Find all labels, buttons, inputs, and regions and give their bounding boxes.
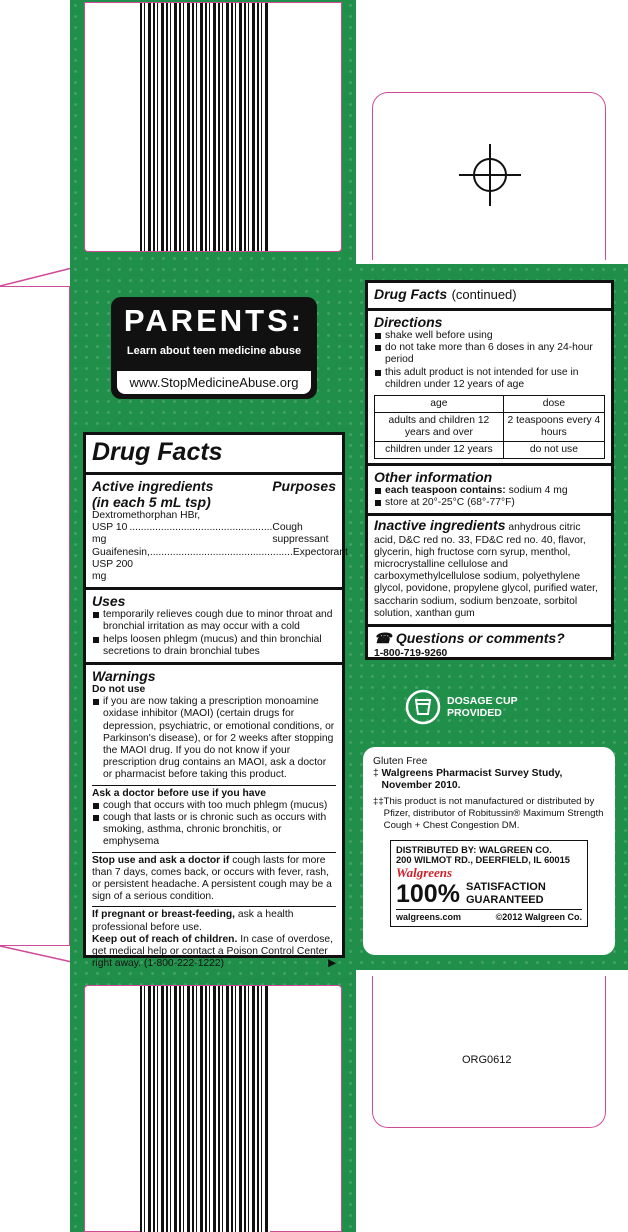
ingredient-name: USP 10 mg xyxy=(92,522,128,546)
guarantee-row xyxy=(396,881,582,910)
barcode-bottom xyxy=(140,986,270,1232)
barcode-top xyxy=(140,3,270,251)
dot-leader: .................................................. xyxy=(149,546,293,558)
directions-section xyxy=(368,311,611,466)
list-item: shake well before using xyxy=(374,330,605,342)
inactive-text: anhydrous citric acid, D&C red no. 33, FD&C red no. 40, flavor, glycerin, high fructose corn syrup, menthol, microcrystalline cellulose and carboxymethylcellulose sodium, polyethylene glycol, povidone, propylene glycol, purified water, saccharin sodium, sodium benzoate, sorbitol solution, xanthan gum xyxy=(374,522,598,619)
ingredient-name: Guaifenesin, USP 200 mg xyxy=(92,546,150,583)
pregnant-block xyxy=(92,906,336,933)
footnote-mark: ‡ xyxy=(373,768,379,780)
drug-facts-title: Drug Facts xyxy=(92,438,223,466)
keep-out-block xyxy=(92,934,336,971)
distributor-box xyxy=(390,840,588,927)
guaranteed-label: GUARANTEED xyxy=(465,894,544,907)
uses-heading: Uses xyxy=(92,593,126,610)
table-cell: do not use xyxy=(503,442,604,459)
dosage-cup-icon xyxy=(405,689,441,725)
ingredient-row xyxy=(92,522,336,546)
ingredient-row xyxy=(92,546,348,584)
gluten-free-label: Gluten Free xyxy=(373,756,428,767)
continued-header xyxy=(368,283,611,311)
inactive-heading: Inactive ingredients xyxy=(374,517,506,534)
phone-number[interactable]: 1-800-719-9260 xyxy=(374,648,448,660)
drug-facts-header xyxy=(86,435,342,475)
other-info-heading: Other information xyxy=(374,469,493,486)
list-item: cough that occurs with too much phlegm (mucus) xyxy=(92,800,336,812)
list-item: store at 20°-25°C (68°-77°F) xyxy=(374,497,605,509)
website-row xyxy=(396,912,582,922)
parents-title: PARENTS: xyxy=(123,303,305,338)
bottom-tuck-flap xyxy=(372,976,606,1128)
dose-table xyxy=(374,395,605,459)
other-info-bold: each teaspoon contains: xyxy=(385,485,506,497)
list-item: this adult product is not intended for use in children under 12 years of age xyxy=(374,367,605,391)
copyright: ©2012 Walgreen Co. xyxy=(495,912,582,923)
table-header: age xyxy=(375,396,504,413)
pregnant-bold: If pregnant or breast-feeding, xyxy=(92,909,236,921)
glue-flap-edges xyxy=(0,262,74,972)
list-item: do not take more than 6 doses in any 24-hour period xyxy=(374,342,605,366)
ingredient-purpose: Expectorant xyxy=(292,546,348,558)
distributor-address: 200 WILMOT RD., DEERFIELD, IL 60015 xyxy=(396,855,570,866)
parents-subtitle: Learn about teen medicine abuse xyxy=(126,345,302,357)
list-item: cough that lasts or is chronic such as occurs with smoking, asthma, chronic bronchitis, or emphysema xyxy=(92,812,336,852)
keep-out-bold: Keep out of reach of children. xyxy=(92,933,238,945)
table-header: dose xyxy=(503,396,604,413)
dot-leader: .................................................. xyxy=(129,522,273,534)
table-row xyxy=(375,413,605,442)
footnote-text: This product is not manufactured or distributed by Pfizer, distributor of Robitussin® Maximum Strength Cough + Chest Congestion DM. xyxy=(383,795,604,832)
ask-doctor-block xyxy=(92,785,336,852)
stop-use-text: cough lasts for more than 7 days, comes back, or occurs with fever, rash, or persistent headache. A persistent cough may be a sign of a serious condition. xyxy=(92,854,332,903)
table-cell: children under 12 years xyxy=(375,442,504,459)
stop-use-block xyxy=(92,852,336,907)
list-item: helps loosen phlegm (mucus) and thin bronchial secretions to drain bronchial tubes xyxy=(92,634,336,658)
ingredient-line: Dextromethorphan HBr, xyxy=(92,510,201,521)
continued-suffix: (continued) xyxy=(451,287,517,302)
continue-arrow-icon: ▶ xyxy=(328,958,336,970)
drug-facts-panel xyxy=(83,432,348,970)
footnote-mark: ‡‡ xyxy=(373,795,384,807)
stop-use-bold: Stop use and ask a doctor if xyxy=(92,854,230,866)
active-ingredients-section xyxy=(86,475,348,590)
dosage-cup-badge xyxy=(405,689,575,725)
footnote-1 xyxy=(373,768,605,792)
inactive-section xyxy=(368,516,611,627)
active-ingredients-heading: Active ingredients xyxy=(92,478,214,494)
inactive-block xyxy=(374,519,605,620)
dosage-cup-label: DOSAGE CUP PROVIDED xyxy=(447,695,518,719)
active-ingredients-sub: (in each 5 mL tsp) xyxy=(92,494,211,510)
parents-url[interactable]: www.StopMedicineAbuse.org xyxy=(117,371,311,394)
questions-section xyxy=(368,627,611,663)
warnings-section xyxy=(86,665,342,974)
footnote-text: Walgreens Pharmacist Survey Study, November 2010. xyxy=(381,768,563,792)
hundred-percent: 100% xyxy=(396,880,460,909)
footnote-2 xyxy=(373,796,605,833)
questions-heading: Questions or comments? xyxy=(395,630,565,647)
table-cell: 2 teaspoons every 4 hours xyxy=(503,413,604,442)
ask-doctor-heading: Ask a doctor before use if you have xyxy=(92,787,266,799)
table-row xyxy=(375,396,605,413)
list-item xyxy=(374,485,605,497)
registration-mark-icon xyxy=(455,140,525,210)
ingredient-purpose: Cough suppressant xyxy=(272,522,329,546)
phone-icon: ☎ xyxy=(374,630,392,647)
guarantee-text xyxy=(466,881,546,907)
list-item: temporarily relieves cough due to minor throat and bronchial irritation as may occur with a cold xyxy=(92,609,336,633)
questions-row xyxy=(374,630,605,648)
distributed-by: DISTRIBUTED BY: WALGREEN CO. xyxy=(396,845,552,856)
continued-title: Drug Facts xyxy=(374,286,448,302)
uses-section xyxy=(86,590,342,665)
warnings-heading: Warnings xyxy=(92,668,156,685)
do-not-use-heading: Do not use xyxy=(92,684,146,696)
product-code: ORG0612 xyxy=(462,1054,512,1066)
walgreens-brand-logo: Walgreens xyxy=(396,865,453,881)
table-row xyxy=(375,442,605,459)
info-box xyxy=(363,747,615,955)
directions-heading: Directions xyxy=(374,314,443,330)
other-info-section xyxy=(368,466,611,516)
satisfaction-label: SATISFACTION xyxy=(465,881,546,894)
keep-out-text: In case of overdose, get medical help or contact a Poison Control Center right away. (1-800-222-1222) xyxy=(92,933,333,970)
list-item: if you are now taking a prescription monoamine oxidase inhibitor (MAOI) (certain drugs for depression, psychiatric, or emotional conditions, or Parkinson's disease), or for 2 weeks after stopping the MAOI drug. If you do not know if your prescription drug contains an MAOI, ask a doctor or pharmacist before taking this product. xyxy=(92,696,336,784)
drug-facts-continued-panel xyxy=(365,280,614,660)
other-info-text: sodium 4 mg xyxy=(508,485,568,497)
purposes-heading: Purposes xyxy=(272,478,336,494)
website-link[interactable]: walgreens.com xyxy=(396,912,462,923)
table-cell: adults and children 12 years and over xyxy=(375,413,504,442)
pregnant-text: ask a health professional before use. xyxy=(92,909,294,933)
